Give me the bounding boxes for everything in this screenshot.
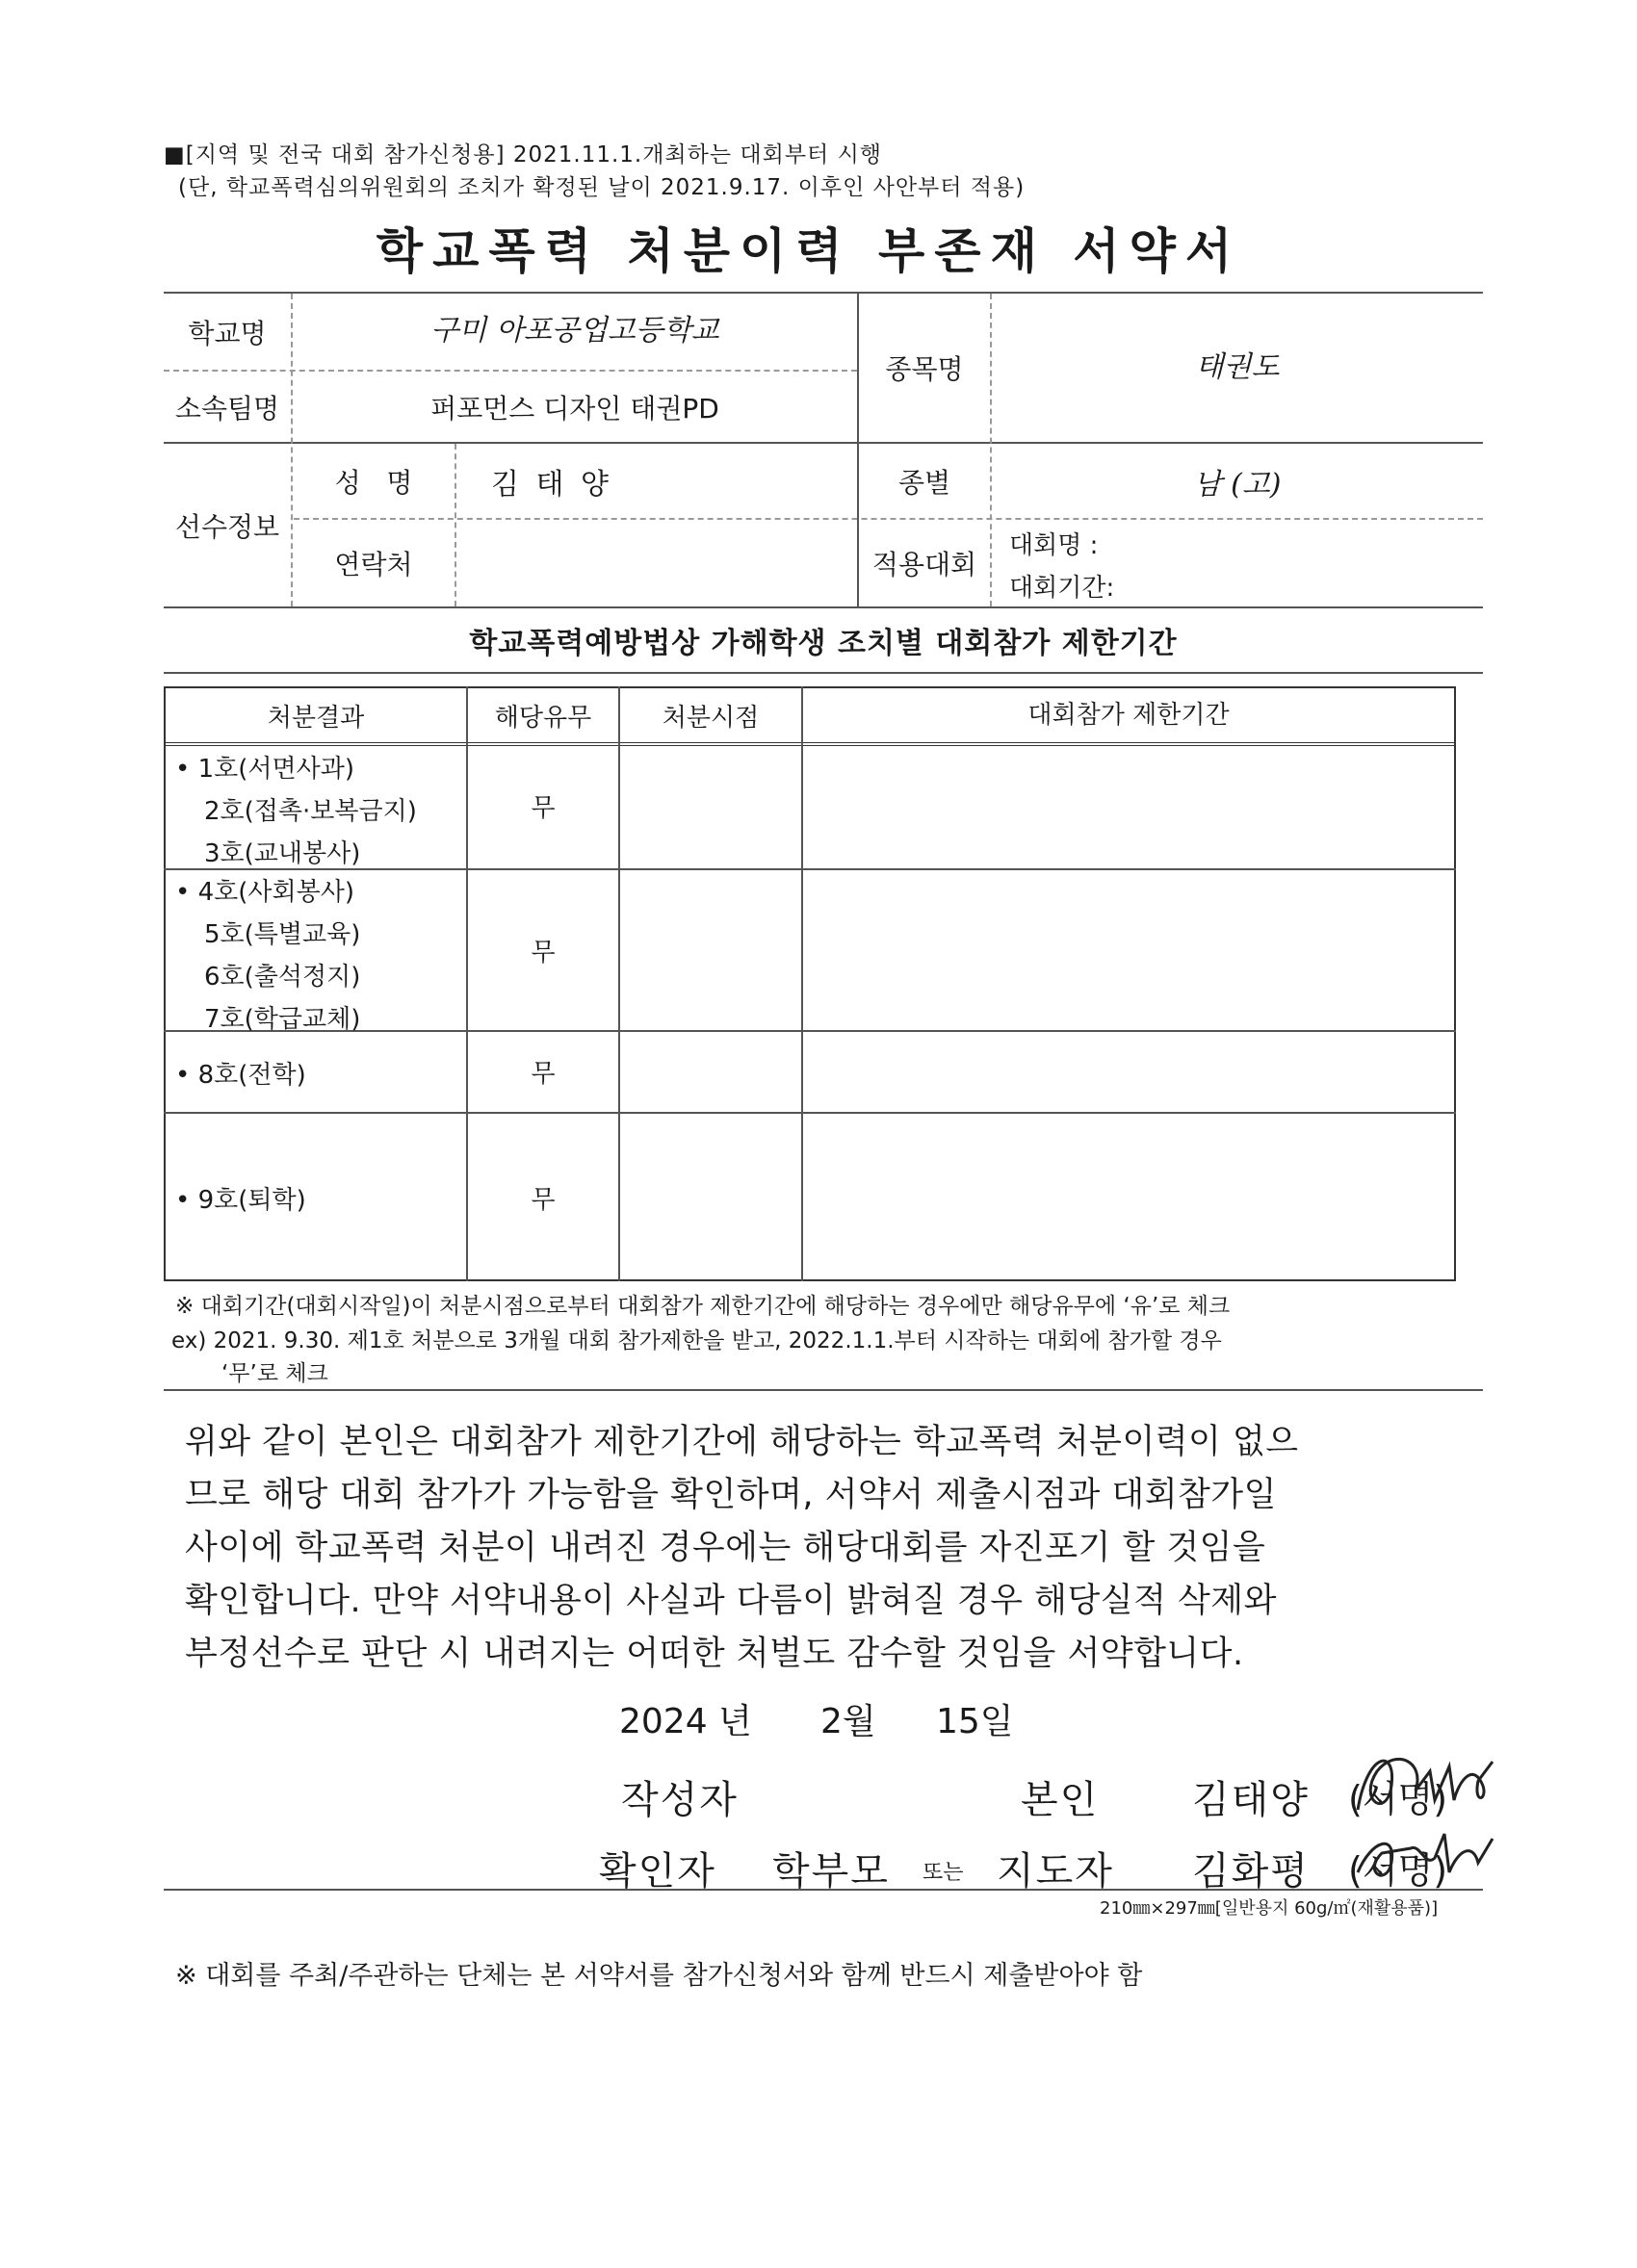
writer-label: 작성자 [621, 1778, 739, 1822]
note-3: ‘무’로 체크 [221, 1361, 328, 1386]
school-label: 학교명 [188, 317, 267, 349]
applied-competition-label: 적용대회 [871, 549, 977, 580]
date-day: 15일 [936, 1702, 1014, 1741]
pledge-line-4: 확인합니다. 만약 서약내용이 사실과 다름이 밝혀질 경우 해당실적 삭제와 [185, 1582, 1277, 1620]
note-2: ex) 2021. 9.30. 제1호 처분으로 3개월 대회 참가제한을 받고, 2022.1.1.부터 시작하는 대회에 참가할 경우 [171, 1328, 1222, 1353]
team-value: 퍼포먼스 디자인 태권PD [430, 392, 719, 425]
or-label: 또는 [922, 1861, 964, 1885]
gender-value: 남 (고) [1193, 467, 1282, 502]
parent-label: 학부모 [772, 1849, 890, 1894]
page-title: 학교폭력 처분이력 부존재 서약서 [376, 223, 1242, 279]
notes-bottom-border [164, 1389, 1483, 1391]
table-row-status: 무 [531, 938, 556, 967]
note-1: ※ 대회기간(대회시작일)이 처분시점으로부터 대회참가 제한기간에 해당하는 경우에만 해당유무에 ‘유’로 체크 [175, 1294, 1231, 1319]
header-applicable: 해당유무 [494, 703, 592, 733]
coach-label: 지도자 [997, 1849, 1114, 1894]
writer-seal-label: (서명) [1348, 1778, 1448, 1820]
name-value: 김 태 양 [491, 468, 613, 502]
confirm-signature [1343, 1819, 1507, 1896]
header-disposition-result: 처분결과 [267, 703, 365, 733]
restriction-title-border [164, 672, 1483, 674]
event-value: 태권도 [1195, 349, 1280, 384]
table-row-status: 무 [531, 1060, 556, 1089]
contact-value [456, 520, 857, 606]
paper-spec: 210㎜×297㎜[일반용지 60g/㎡(재활용품)] [1100, 1898, 1439, 1919]
restriction-title: 학교폭력예방법상 가해학생 조치별 대회참가 제한기간 [469, 627, 1178, 660]
table-row-item: 7호(학급교체) [204, 1005, 361, 1034]
date-year: 2024 년 [619, 1702, 752, 1741]
confirm-seal-label: (서명) [1348, 1849, 1448, 1892]
self-label: 본인 [1021, 1778, 1100, 1822]
restriction-header-border [164, 742, 1456, 746]
header-line-1: ■[지역 및 전국 대회 참가신청용] 2021.11.1.개최하는 대회부터 시행 [164, 142, 883, 168]
info-table-bottom-border [164, 606, 1483, 608]
competition-period-label: 대회기간: [1009, 574, 1115, 603]
writer-signature [1338, 1742, 1512, 1829]
date-month: 2월 [820, 1702, 876, 1741]
pledge-line-1: 위와 같이 본인은 대회참가 제한기간에 해당하는 학교폭력 처분이력이 없으 [185, 1423, 1299, 1461]
footer-border [164, 1889, 1483, 1891]
team-label: 소속팀명 [174, 392, 280, 425]
table-row-item: • 8호(전학) [175, 1061, 306, 1090]
table-row-status: 무 [531, 1185, 556, 1215]
header-restriction-period: 대회참가 제한기간 [1027, 700, 1230, 730]
header-disposition-date: 처분시점 [662, 703, 760, 733]
footer-note: ※ 대회를 주최/주관하는 단체는 본 서약서를 참가신청서와 함께 반드시 제출받아야 함 [175, 1961, 1143, 1991]
table-row-item: • 9호(퇴학) [175, 1186, 306, 1215]
event-label: 종목명 [885, 353, 964, 385]
table-row-status: 무 [531, 794, 556, 823]
table-row-item: • 1호(서면사과) [175, 755, 355, 784]
pledge-line-3: 사이에 학교폭력 처분이 내려진 경우에는 해당대회를 자진포기 할 것임을 [185, 1529, 1266, 1567]
table-row-item: 3호(교내봉사) [204, 839, 361, 868]
writer-name: 김태양 [1192, 1778, 1310, 1822]
table-row-item: 6호(출석정지) [204, 963, 361, 992]
school-value: 구미 아포공업고등학교 [430, 314, 719, 348]
table-row-item: 5호(특별교육) [204, 920, 361, 949]
header-line-2: (단, 학교폭력심의위원회의 조치가 확정된 날이 2021.9.17. 이후인 사안부터 적용) [178, 175, 1026, 200]
confirm-label: 확인자 [599, 1849, 716, 1894]
restriction-row-border-3 [164, 1112, 1456, 1114]
competition-name-label: 대회명 : [1009, 531, 1099, 560]
gender-label: 종별 [897, 466, 951, 499]
pledge-line-5: 부정선수로 판단 시 내려지는 어떠한 처벌도 감수할 것임을 서약합니다. [185, 1635, 1244, 1673]
athlete-info-label: 선수정보 [174, 510, 280, 543]
confirm-name: 김화평 [1192, 1849, 1310, 1894]
pledge-line-2: 므로 해당 대회 참가가 가능함을 확인하며, 서약서 제출시점과 대회참가일 [185, 1476, 1277, 1514]
table-row-item: 2호(접촉·보복금지) [204, 797, 417, 826]
table-row-item: • 4호(사회봉사) [175, 878, 355, 907]
name-label: 성 명 [334, 466, 413, 499]
restriction-col-border-2 [618, 686, 620, 1281]
contact-label: 연락처 [334, 549, 413, 580]
restriction-col-border-3 [801, 686, 803, 1281]
